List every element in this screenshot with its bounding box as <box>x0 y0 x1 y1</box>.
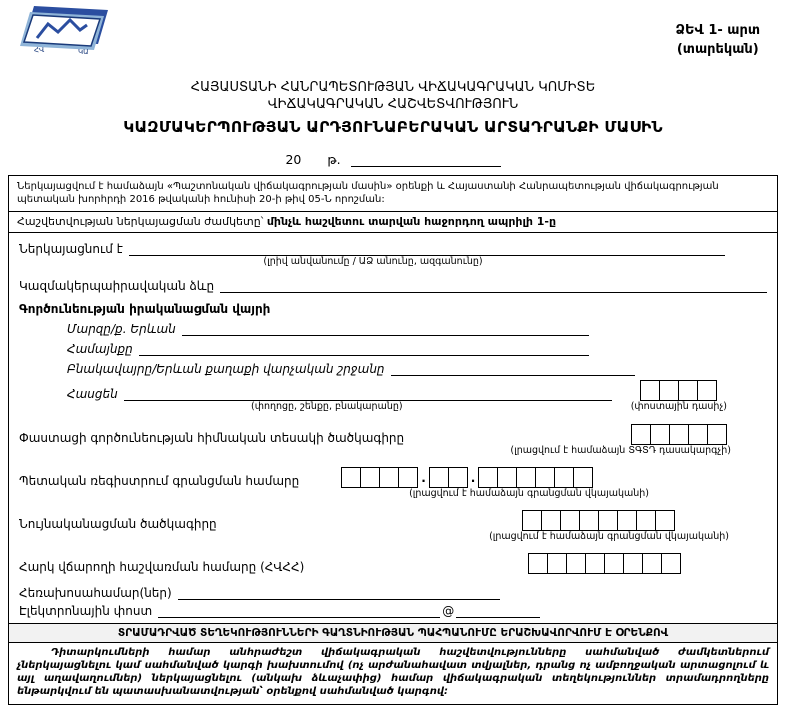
code-box-cell[interactable] <box>659 380 679 401</box>
presenter-hint: (լրիվ անվանումը / ԱՁ անունը, ազգանունը) <box>263 255 483 267</box>
location-header: Գործունեության իրականացման վայրի <box>19 302 271 317</box>
registry-number-label: Պետական ռեգիստրում գրանցման համարը <box>19 473 300 488</box>
id-code-label: Նույնականացման ծածկագիրը <box>19 517 217 532</box>
year-input-line[interactable] <box>351 152 501 167</box>
tin-label: Հարկ վճարողի հաշվառման համարը (ՀՎՀՀ) <box>19 559 305 574</box>
community-input-line[interactable] <box>139 340 589 356</box>
legal-form-input-line[interactable] <box>220 277 767 293</box>
legal-form-label: Կազմակերպաիրավական ձևը <box>19 279 215 294</box>
code-box-cell[interactable] <box>398 467 418 488</box>
registry-number-hint-row <box>19 488 649 500</box>
email-row <box>19 602 767 618</box>
settlement-label: Բնակավայրը/Երևան քաղաքի վարչական շրջանը <box>67 362 385 377</box>
code-box-cell[interactable] <box>516 467 536 488</box>
year-prefix: 20 <box>285 151 302 167</box>
id-code-hint-row <box>19 531 729 543</box>
svg-text:ԿԱ: ԿԱ <box>78 48 89 56</box>
org-header <box>0 80 786 137</box>
activity-code-row <box>19 424 767 445</box>
year-suffix: թ. <box>327 151 341 167</box>
armstat-logo-icon <box>20 4 110 60</box>
postal-code-hint: (փոստային դասիչ) <box>630 401 727 413</box>
legal-basis-note: Ներկայացվում է համաձայն «Պաշտոնական վիճակագրության մասին» օրենքի և Հայաստանի Հանրապետության վիճակագրության պետական խորհրդի 2016 թվականի հունիսի 20-ի թիվ 05-Ն որոշման: <box>9 176 777 212</box>
phone-input-line[interactable] <box>178 584 500 600</box>
code-box-cell[interactable] <box>341 467 361 488</box>
marz-row <box>67 320 767 336</box>
code-box-cell[interactable] <box>661 553 681 574</box>
address-label: Հասցեն <box>67 387 118 402</box>
form-code: ՁԵՎ 1- արտ <box>675 23 760 38</box>
registry-number-boxes-1[interactable] <box>341 467 418 488</box>
phone-row <box>19 584 767 600</box>
code-box-cell[interactable] <box>579 510 599 531</box>
registry-number-boxes-3[interactable] <box>478 467 593 488</box>
code-box-cell[interactable] <box>429 467 449 488</box>
activity-code-hint-row <box>19 445 731 457</box>
registry-number-row <box>19 467 767 488</box>
confidentiality-banner: ՏՐԱՄԱԴՐՎԱԾ ՏԵՂԵԿՈՒԹՅՈՒՆՆԵՐԻ ԳԱՂՏՆԻՈՒԹՅԱՆ ՊԱՀՊԱՆՈՒՄԸ ԵՐԱՇԽԱՎՈՐՎՈՒՄ Է ՕՐԵՆՔՈՎ <box>9 623 777 643</box>
community-label: Համայնքը <box>67 342 133 357</box>
marz-label: Մարզը/ք. Երևան <box>67 322 176 337</box>
code-box-cell[interactable] <box>541 510 561 531</box>
form-body <box>8 175 778 705</box>
code-box-cell[interactable] <box>655 510 675 531</box>
address-hint-row <box>19 401 767 413</box>
code-box-cell[interactable] <box>585 553 605 574</box>
registry-separator: . <box>470 470 476 485</box>
address-hint: (փողոցը, շենքը, բնակարանը) <box>251 401 403 413</box>
code-box-cell[interactable] <box>697 380 717 401</box>
code-box-cell[interactable] <box>573 467 593 488</box>
settlement-input-line[interactable] <box>391 360 635 376</box>
committee-name: ՀԱՅԱՍՏԱՆԻ ՀԱՆՐԱՊԵՏՈՒԹՅԱՆ ՎԻՃԱԿԱԳՐԱԿԱՆ ԿՈՄԻՏԵ <box>190 80 596 95</box>
email-input-line-local[interactable] <box>158 602 440 618</box>
code-box-cell[interactable] <box>640 380 660 401</box>
code-box-cell[interactable] <box>360 467 380 488</box>
registry-number-boxes-2[interactable] <box>429 467 468 488</box>
year-line <box>0 149 786 167</box>
form-title: ԿԱԶՄԱԿԵՐՊՈՒԹՅԱՆ ԱՐԴՅՈՒՆԱԲԵՐԱԿԱՆ ԱՐՏԱԴՐԱՆՔԻ ՄԱՍԻՆ <box>123 117 663 136</box>
email-input-line-domain[interactable] <box>456 602 540 618</box>
code-box-cell[interactable] <box>707 424 727 445</box>
activity-code-label: Փաստացի գործունեության հիմնական տեսակի ծածկագիրը <box>19 430 405 445</box>
phone-label: Հեռախոսահամար(ներ) <box>19 585 172 600</box>
address-row <box>67 380 767 401</box>
code-box-cell[interactable] <box>623 553 643 574</box>
registry-number-hint: (լրացվում է համաձայն գրանցման վկայականի) <box>409 487 649 499</box>
registry-separator: . <box>421 470 426 485</box>
location-header-row <box>19 302 767 316</box>
deadline-date: մինչև հաշվետու տարվան հաջորդող ապրիլի 1-ը <box>266 214 557 228</box>
activity-code-boxes[interactable] <box>631 424 727 445</box>
email-label: Էլեկտրոնային փոստ <box>19 603 153 618</box>
presenter-input-line[interactable] <box>129 240 725 256</box>
community-row <box>67 340 767 356</box>
id-code-row <box>19 510 767 531</box>
code-box-cell[interactable] <box>379 467 399 488</box>
code-box-cell[interactable] <box>448 467 468 488</box>
id-code-boxes[interactable] <box>522 510 675 531</box>
report-type: ՎԻՃԱԿԱԳՐԱԿԱՆ ՀԱՇՎԵՏՎՈՒԹՅՈՒՆ <box>267 96 519 112</box>
code-box-cell[interactable] <box>636 510 656 531</box>
svg-text:ՀՎ: ՀՎ <box>34 46 45 54</box>
presenter-label: Ներկայացնում է <box>19 241 123 256</box>
code-box-cell[interactable] <box>560 510 580 531</box>
liability-note: Դիտարկումների համար անհրաժեշտ վիճակագրական հաշվետվությունները սահմանված ժամկետներում չներկայացնելու կամ սահմանված կարգի խախտումով (ոչ արժանահավատ տվյալներ, դրանց ոչ ամբողջական արտացոլում և այլ աղավաղումներ) ներկայացնելու (անկախ ձևաչափից) համար վիճակագրական տեղեկություններ տրամադրողները ենթարկվում են պատասխանատվության՝ օրենքով սահմանված կարգով: <box>17 646 769 698</box>
code-box-cell[interactable] <box>631 424 651 445</box>
form-code-block <box>676 22 760 60</box>
code-box-cell[interactable] <box>554 467 574 488</box>
marz-input-line[interactable] <box>182 320 589 336</box>
settlement-row <box>67 360 767 376</box>
activity-code-hint: (լրացվում է համաձայն ՏԳՏԴ դասակարգչի) <box>510 444 731 456</box>
code-box-cell[interactable] <box>617 510 637 531</box>
presenter-hint-row <box>19 256 727 268</box>
code-box-cell[interactable] <box>678 380 698 401</box>
code-box-cell[interactable] <box>528 553 548 574</box>
form-periodicity: (տարեկան) <box>676 41 759 57</box>
address-input-line[interactable] <box>124 385 612 401</box>
code-box-cell[interactable] <box>604 553 624 574</box>
code-box-cell[interactable] <box>688 424 708 445</box>
deadline-note <box>9 212 777 233</box>
code-box-cell[interactable] <box>566 553 586 574</box>
code-box-cell[interactable] <box>478 467 498 488</box>
page-top <box>0 0 786 56</box>
deadline-prefix: Հաշվետվության ներկայացման ժամկետը՝ <box>17 214 267 228</box>
code-box-cell[interactable] <box>642 553 662 574</box>
presenter-row <box>19 240 767 256</box>
code-box-cell[interactable] <box>497 467 517 488</box>
code-box-cell[interactable] <box>547 553 567 574</box>
code-box-cell[interactable] <box>535 467 555 488</box>
legal-form-row <box>19 277 767 293</box>
id-code-hint: (լրացվում է համաձայն գրանցման վկայականի) <box>489 531 729 543</box>
code-box-cell[interactable] <box>650 424 670 445</box>
form-fields <box>9 233 777 623</box>
tin-boxes[interactable] <box>528 553 681 574</box>
code-box-cell[interactable] <box>669 424 689 445</box>
email-at-sign: @ <box>442 603 455 618</box>
tin-row <box>19 553 767 574</box>
code-box-cell[interactable] <box>522 510 542 531</box>
code-box-cell[interactable] <box>598 510 618 531</box>
postal-code-boxes[interactable] <box>640 380 717 401</box>
